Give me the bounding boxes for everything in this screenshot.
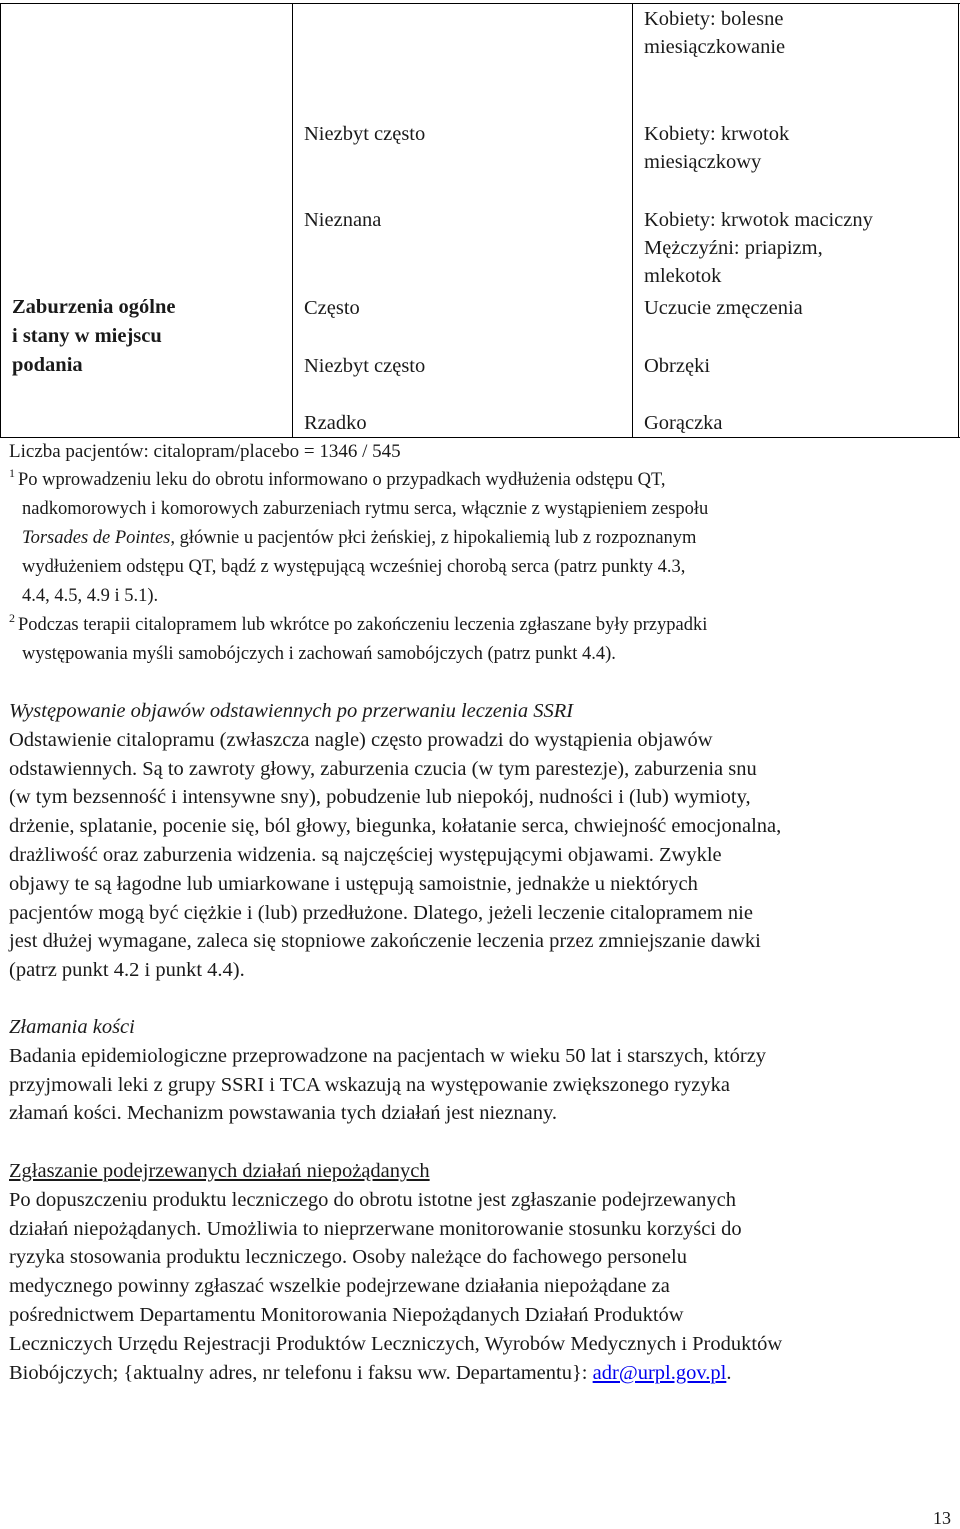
footnote-2-line: Podczas terapii citalopramem lub wkrótce po zakończeniu leczenia zgłaszane były przypadki [18, 615, 708, 635]
footnote-1-line: wydłużeniem odstępu QT, bądź z występującą wcześniej chorobą serca (patrz punkty 4.3, [22, 557, 686, 577]
footnote-1-line-rest: głównie u pacjentów płci żeńskiej, z hipokaliemią lub z rozpoznanym [174, 528, 697, 548]
reporting-line: ryzyka stosowania produktu leczniczego. Osoby należące do fachowego personelu [9, 1246, 687, 1269]
torsades-text: Torsades de Pointes, [22, 528, 175, 548]
footnote-2 [9, 611, 954, 669]
effect-cell [644, 120, 954, 176]
effect-line: Kobiety: krwotok maciczny [644, 209, 873, 231]
reporting-line: Leczniczych Urzędu Rejestracji Produktów Leczniczych, Wyrobów Medycznych i Produktów [9, 1332, 783, 1355]
effect-line: mlekotok [644, 265, 722, 287]
footnote-1-line [9, 524, 954, 553]
effect-line: Mężczyźni: priapizm, [644, 237, 823, 259]
reporting-section [9, 1157, 954, 1387]
reporting-line: działań niepożądanych. Umożliwia to nieprzerwane monitorowanie stosunku korzyści do [9, 1217, 742, 1240]
fractures-title: Złamania kości [9, 1016, 135, 1038]
patient-count: Liczba pacjentów: citalopram/placebo = 1346 / 545 [9, 441, 401, 462]
table-top-border [0, 3, 960, 4]
reporting-line: pośrednictwem Departamentu Monitorowania Niepożądanych Działań Produktów [9, 1303, 684, 1326]
freq-cell: Niezbyt często [304, 355, 426, 377]
footnote-1-line: Po wprowadzeniu leku do obrotu informowano o przypadkach wydłużenia odstępu QT, [18, 470, 666, 490]
effect-line: miesiączkowy [644, 151, 762, 173]
table-border-left [0, 3, 1, 437]
adr-email-link[interactable]: adr@urpl.gov.pl [592, 1361, 727, 1384]
withdrawal-line: (patrz punkt 4.2 i punkt 4.4). [9, 959, 245, 982]
footnote-1 [9, 466, 954, 611]
category-line: podania [12, 354, 83, 376]
adverse-effects-table [0, 0, 960, 438]
category-line: i stany w miejscu [12, 325, 162, 347]
freq-cell: Rzadko [304, 412, 367, 434]
category-line: Zaburzenia ogólne [12, 296, 176, 318]
withdrawal-line: drażliwość oraz zaburzenia widzenia. są najczęściej występującymi objawami. Zwykle [9, 843, 722, 866]
withdrawal-line: pacjentów mogą być ciężkie i (lub) przedłużone. Dlatego, jeżeli leczenie citalopramem nie [9, 901, 753, 924]
table-border-right [958, 3, 959, 437]
table-divider-2 [632, 3, 633, 437]
withdrawal-line: drżenie, splatanie, pocenie się, ból głowy, biegunka, kołatanie serca, chwiejność emocjonalna, [9, 815, 782, 838]
category-cell [12, 293, 282, 380]
fractures-line: przyjmowali leki z grupy SSRI i TCA wskazują na występowanie zwiększonego ryzyka [9, 1073, 730, 1096]
withdrawal-line: (w tym bezsenność i intensywne sny), pobudzenie lub niepokój, nudności i (lub) wymioty, [9, 786, 751, 809]
effect-line: Kobiety: bolesne [644, 8, 784, 30]
freq-cell: Nieznana [304, 209, 382, 231]
effect-line: Kobiety: krwotok [644, 123, 790, 145]
reporting-line: medycznego powinny zgłaszać wszelkie podejrzewane działania niepożądane za [9, 1275, 670, 1298]
footnote-2-mark: 2 [9, 611, 15, 625]
fractures-line: złamań kości. Mechanizm powstawania tych działań jest nieznany. [9, 1102, 557, 1125]
fractures-section [9, 1013, 954, 1128]
freq-cell: Niezbyt często [304, 123, 426, 145]
page-number: 13 [933, 1508, 951, 1528]
effect-cell [644, 206, 954, 290]
footnote-2-line: występowania myśli samobójczych i zachowań samobójczych (patrz punkt 4.4). [22, 644, 616, 664]
withdrawal-line: odstawiennych. Są to zawroty głowy, zaburzenia czucia (w tym parestezje), zaburzenia snu [9, 757, 757, 780]
effect-cell: Gorączka [644, 412, 723, 434]
reporting-line: Po dopuszczeniu produktu leczniczego do obrotu istotne jest zgłaszanie podejrzewanych [9, 1188, 736, 1211]
reporting-last-suffix: . [726, 1361, 732, 1384]
effect-cell: Obrzęki [644, 355, 711, 377]
footnote-1-line: 4.4, 4.5, 4.9 i 5.1). [22, 586, 159, 606]
withdrawal-section [9, 697, 954, 985]
footnote-1-mark: 1 [9, 466, 15, 480]
withdrawal-line: objawy te są łagodne lub umiarkowane i ustępują samoistnie, jednakże u niektórych [9, 872, 698, 895]
withdrawal-title: Występowanie objawów odstawiennych po przerwaniu leczenia SSRI [9, 700, 574, 722]
withdrawal-line: jest dłużej wymagane, zaleca się stopniowe zakończenie leczenia przez zmniejszanie dawki [9, 930, 761, 953]
effect-cell [644, 5, 954, 61]
freq-cell: Często [304, 297, 360, 319]
fractures-line: Badania epidemiologiczne przeprowadzone na pacjentach w wieku 50 lat i starszych, którzy [9, 1044, 767, 1067]
withdrawal-line: Odstawienie citalopramu (zwłaszcza nagle) często prowadzi do wystąpienia objawów [9, 728, 713, 751]
reporting-line [9, 1359, 954, 1388]
reporting-title: Zgłaszanie podejrzewanych działań niepożądanych [9, 1160, 430, 1182]
effect-cell: Uczucie zmęczenia [644, 297, 803, 319]
reporting-last-text: Biobójczych; {aktualny adres, nr telefonu i faksu ww. Departamentu}: [9, 1361, 593, 1384]
table-divider-1 [292, 3, 293, 437]
footnote-1-line: nadkomorowych i komorowych zaburzeniach rytmu serca, włącznie z wystąpieniem zespołu [22, 499, 709, 519]
effect-line: miesiączkowanie [644, 36, 786, 58]
